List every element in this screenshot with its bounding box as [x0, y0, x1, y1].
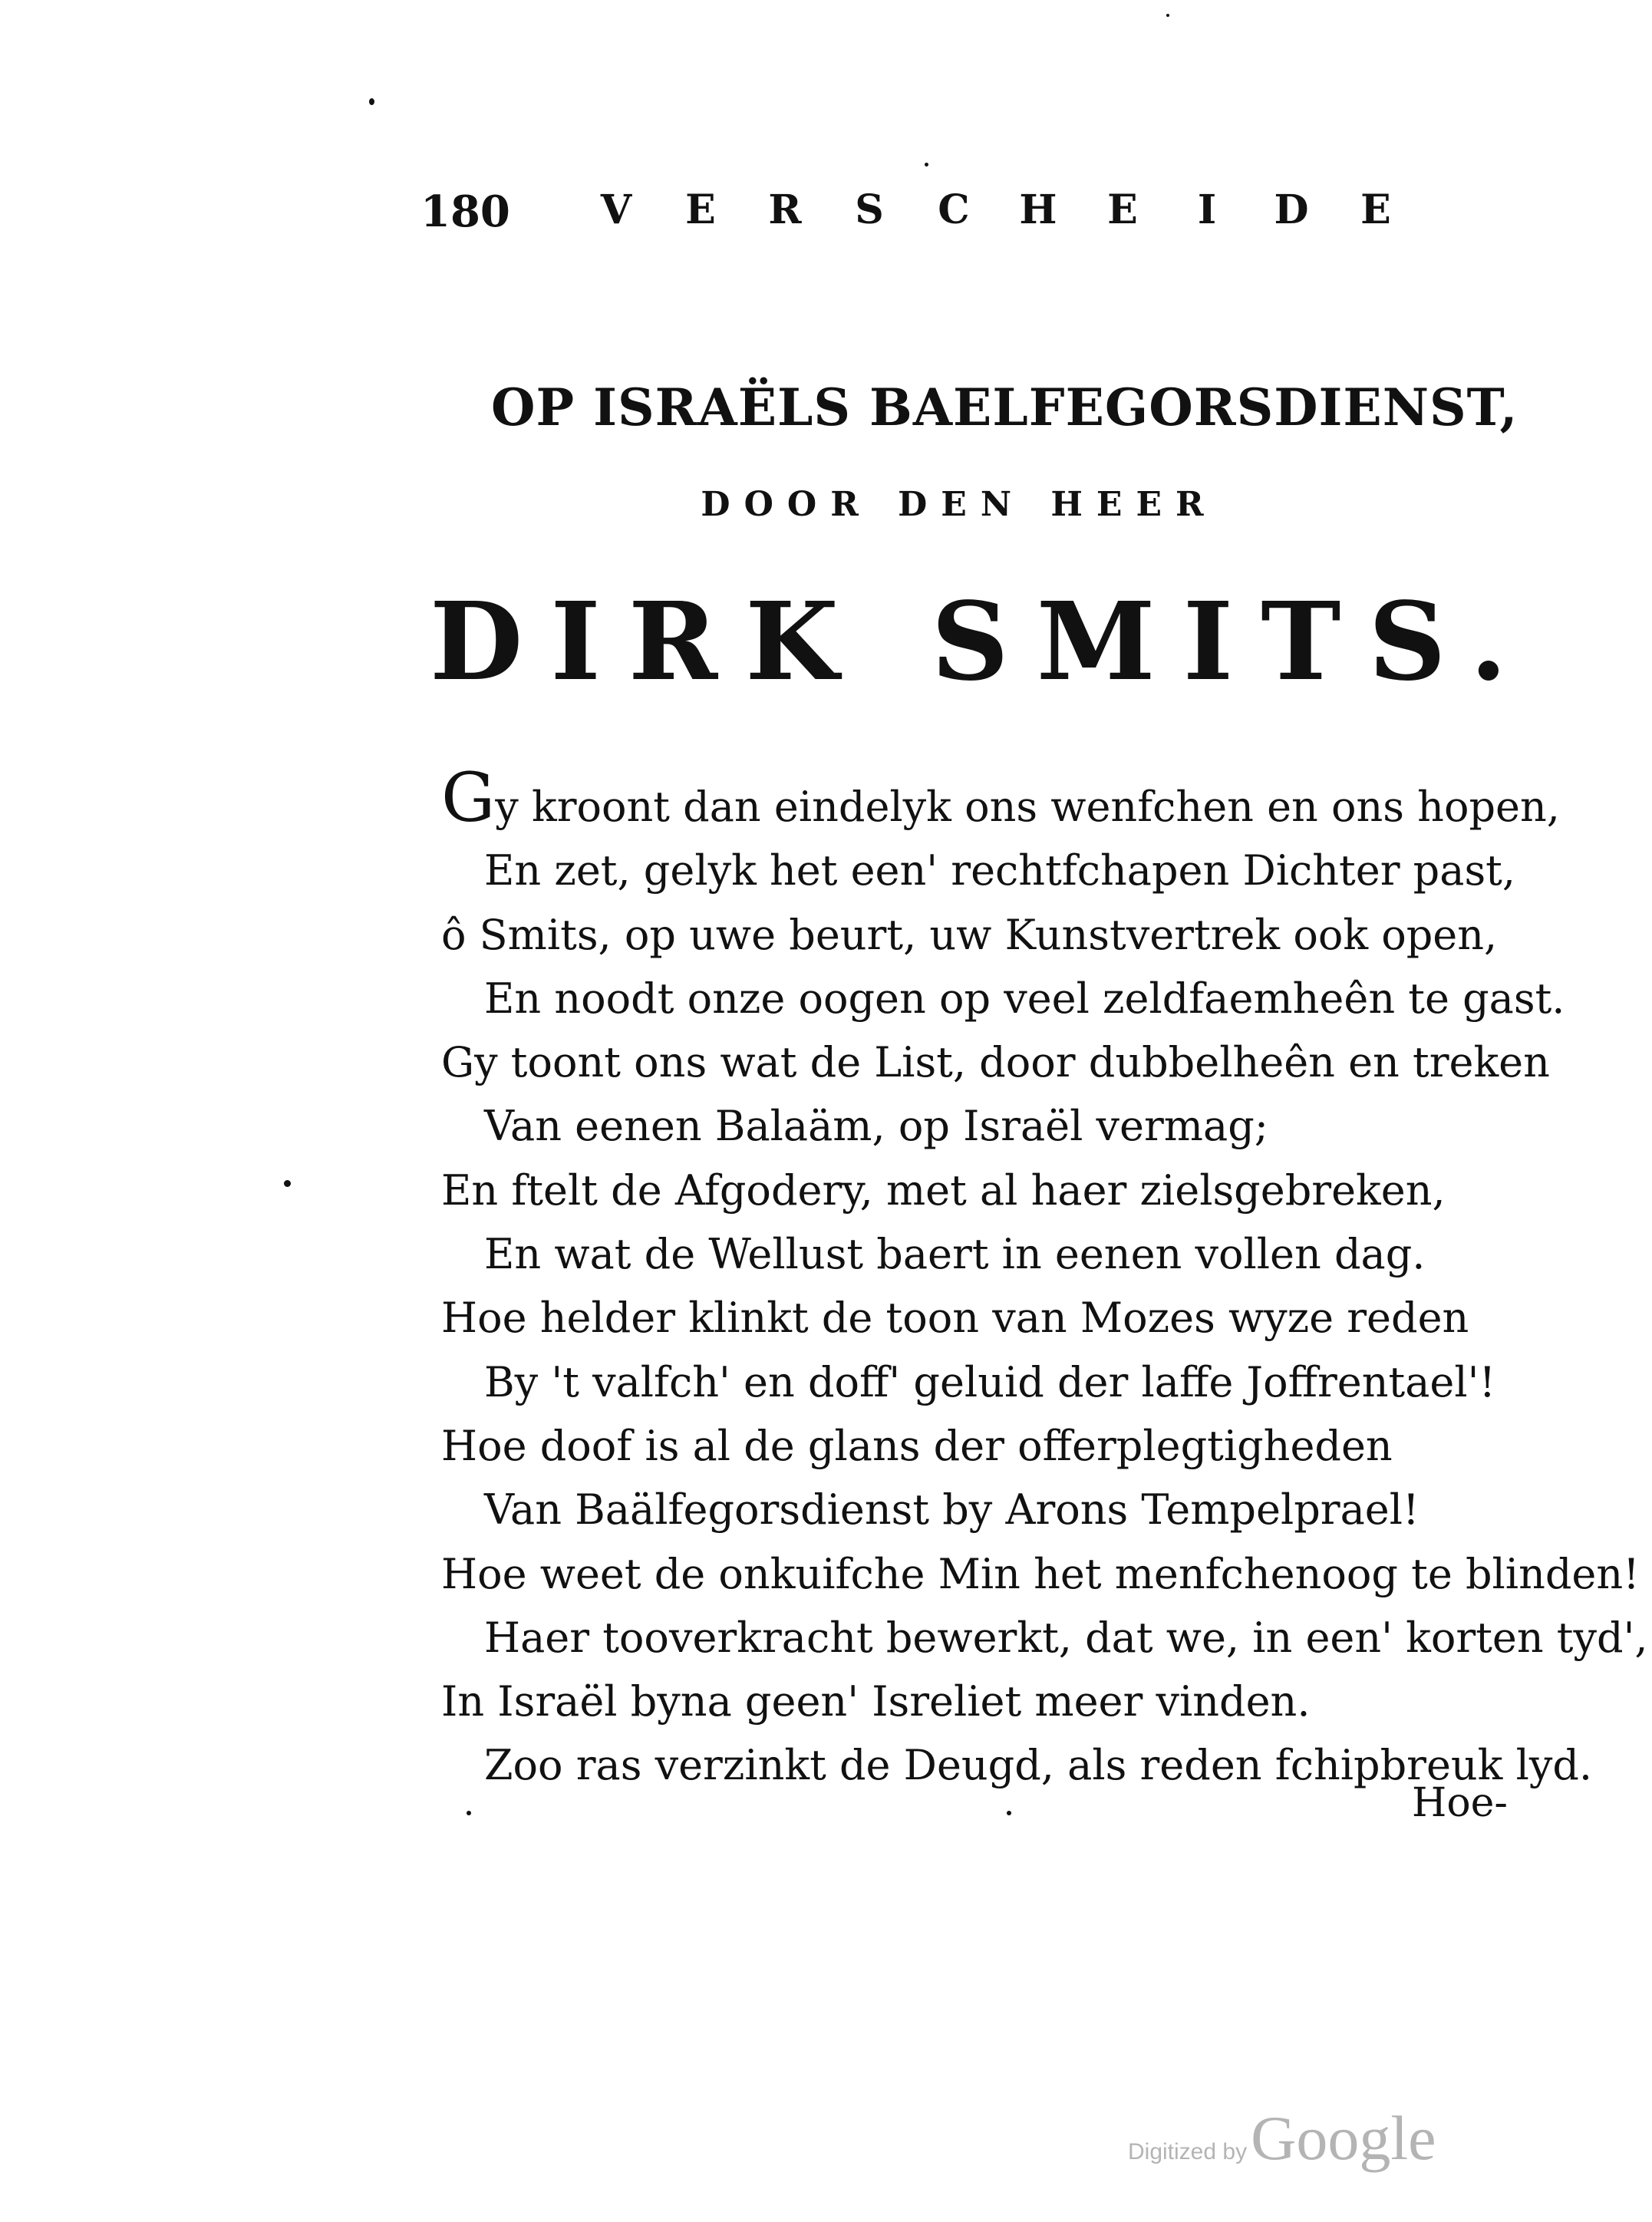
poem-line: ô Smits, op uwe beurt, uw Kunstvertrek ook open, — [441, 910, 1498, 959]
running-head-letter: D — [1274, 186, 1309, 233]
ink-speck — [369, 98, 374, 105]
poem-line: En wat de Wellust baert in eenen vollen dag. — [484, 1230, 1426, 1279]
poem-line: Van eenen Balaäm, op Israël vermag; — [484, 1102, 1268, 1151]
poem-line: En noodt onze oogen op veel zeldfaemheên te gast. — [484, 974, 1565, 1023]
running-head-letter: E — [1360, 186, 1391, 233]
poem-line — [441, 758, 1560, 839]
poem-line: By 't valfch' en doff' geluid der laffe Joffrentael'! — [484, 1357, 1496, 1406]
ink-speck — [1007, 1811, 1011, 1815]
running-head-letter: E — [685, 186, 716, 233]
byline: DOOR DEN HEER — [701, 485, 1218, 524]
catchword: Hoe- — [1412, 1780, 1508, 1826]
poem-line: Hoe doof is al de glans der offerplegtigheden — [441, 1421, 1393, 1470]
poem-line: In Israël byna geen' Isreliet meer vinden. — [441, 1677, 1311, 1726]
running-head-letter: V — [600, 186, 632, 233]
running-head-letter: S — [855, 186, 884, 233]
running-head-letter: E — [1107, 186, 1138, 233]
google-logo: Google — [1251, 2103, 1436, 2173]
poem-line-text: y kroont dan eindelyk ons wenfchen en ons hopen, — [495, 783, 1560, 831]
author-name: DIRK SMITS. — [430, 579, 1535, 705]
poem-line: Van Baälfegorsdienst by Arons Tempelprael! — [484, 1485, 1420, 1535]
poem-line: Zoo ras verzinkt de Deugd, als reden fchipbreuk lyd. — [484, 1741, 1593, 1790]
poem-body — [441, 758, 1648, 1798]
poem-line: Gy toont ons wat de List, door dubbelheên en treken — [441, 1038, 1550, 1087]
poem-line: Haer tooverkracht bewerkt, dat we, in een' korten tyd', — [484, 1613, 1648, 1662]
poem-line: Hoe weet de onkuifche Min het menfchenoog te blinden! — [441, 1549, 1640, 1598]
poem-line: Hoe helder klinkt de toon van Mozes wyze reden — [441, 1294, 1469, 1343]
ink-speck — [467, 1811, 471, 1815]
running-head-letter: H — [1019, 186, 1057, 233]
digitized-watermark — [1128, 2102, 1436, 2174]
ink-speck — [1166, 14, 1169, 17]
ink-speck — [284, 1180, 291, 1187]
digitized-label: Digitized by — [1128, 2139, 1248, 2164]
page-number: 180 — [420, 186, 510, 237]
ink-speck — [925, 163, 928, 166]
running-head-letter: C — [938, 186, 970, 233]
running-head-letter: I — [1197, 186, 1217, 233]
running-head-letter: R — [768, 186, 802, 233]
poem-line: En ftelt de Afgodery, met al haer zielsgebreken, — [441, 1165, 1446, 1215]
drop-cap: G — [441, 758, 496, 837]
poem-line: En zet, gelyk het een' rechtfchapen Dichter past, — [484, 846, 1516, 895]
running-head — [574, 186, 1418, 233]
poem-title: OP ISRAËLS BAELFEGORSDIENST, — [491, 377, 1518, 437]
